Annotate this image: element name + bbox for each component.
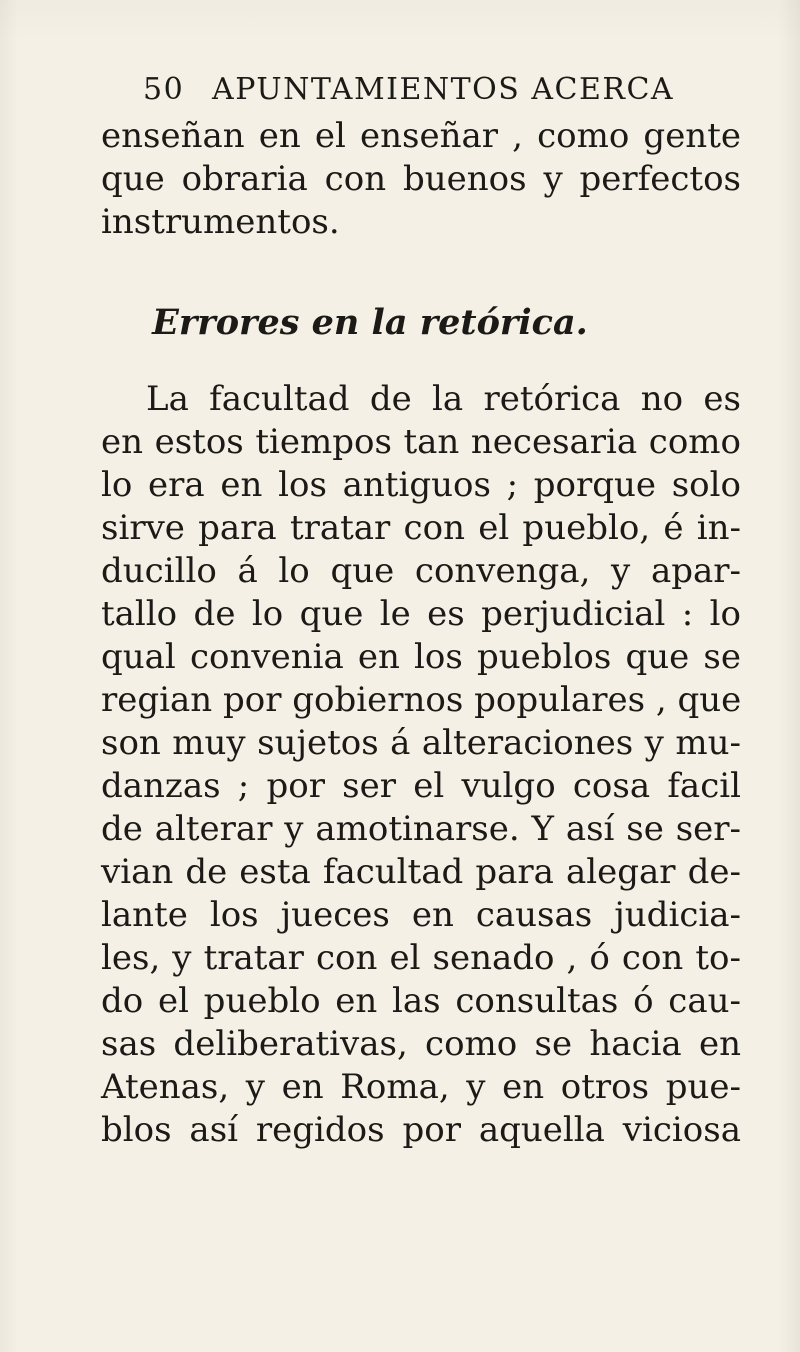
page-number: 50 — [143, 72, 185, 107]
section-heading-text: Errores en la retórica. — [152, 302, 588, 343]
text-line: instrumentos. — [101, 202, 340, 242]
text-line: ducillo á lo que convenga, y apar- — [101, 551, 741, 591]
text-line: do el pueblo en las consultas ó cau- — [101, 981, 741, 1021]
text-line: blos así regidos por aquella viciosa — [101, 1110, 741, 1150]
running-title: APUNTAMIENTOS ACERCA — [212, 72, 675, 107]
text-line: Atenas, y en Roma, y en otros pue- — [101, 1067, 741, 1107]
text-line: son muy sujetos á alteraciones y mu- — [101, 723, 741, 763]
text-line: lo era en los antiguos ; porque solo — [101, 465, 741, 505]
text-line: regian por gobiernos populares , que — [101, 680, 742, 720]
text-line: vian de esta facultad para alegar de- — [101, 852, 741, 892]
section-heading — [0, 298, 800, 348]
text-line: les, y tratar con el senado , ó con to- — [101, 938, 741, 978]
paragraph-2 — [101, 378, 741, 1152]
text-line: de alterar y amotinarse. Y así se ser- — [101, 809, 741, 849]
text-line: en estos tiempos tan necesaria como — [101, 422, 741, 462]
text-line: sirve para tratar con el pueblo, é in- — [101, 508, 741, 548]
text-line: danzas ; por ser el vulgo cosa facil — [101, 766, 741, 806]
text-line: enseñan en el enseñar , como gente — [101, 116, 741, 156]
text-line: lante los jueces en causas judicia- — [101, 895, 741, 935]
text-line: La facultad de la retórica no es — [146, 379, 741, 419]
text-line: qual convenia en los pueblos que se — [101, 637, 741, 677]
text-line: sas deliberativas, como se hacia en — [101, 1024, 741, 1064]
running-header — [143, 72, 675, 107]
text-line: tallo de lo que le es perjudicial : lo — [101, 594, 741, 634]
text-line: que obraria con buenos y perfectos — [101, 159, 741, 199]
paragraph-1 — [101, 115, 741, 244]
